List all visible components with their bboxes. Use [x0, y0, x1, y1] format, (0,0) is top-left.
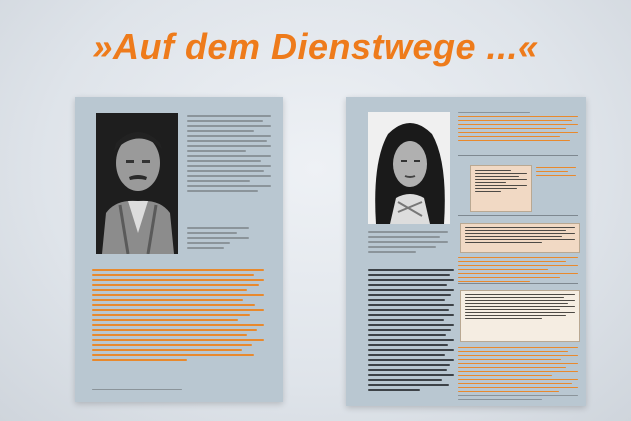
- document-1-note: [536, 167, 576, 179]
- document-2-note: [458, 257, 578, 285]
- exhibit-poster-right: [346, 97, 586, 406]
- separator-line: [458, 215, 578, 216]
- exhibit-title: »Auf dem Dienstwege ...«: [92, 26, 539, 67]
- portrait-photo-man: [96, 113, 178, 254]
- exhibit-poster-left: [75, 97, 283, 402]
- poster-left-intro-text: [187, 115, 271, 195]
- poster-right-footnote: [458, 395, 578, 403]
- document-3-note: [458, 347, 578, 399]
- poster-right-body-text: [368, 269, 454, 394]
- portrait-caption-man: [187, 227, 249, 252]
- portrait-photo-woman: [368, 112, 450, 224]
- separator-line: [458, 283, 578, 284]
- poster-left-footnote: [92, 389, 182, 393]
- portrait-caption-woman: [368, 231, 448, 256]
- poster-right-column-intro: [458, 112, 578, 144]
- document-excerpt-2: [460, 223, 580, 253]
- poster-left-quote-text: [92, 269, 264, 364]
- separator-line: [458, 155, 578, 156]
- document-excerpt-1: [470, 165, 532, 212]
- document-excerpt-3: [460, 290, 580, 342]
